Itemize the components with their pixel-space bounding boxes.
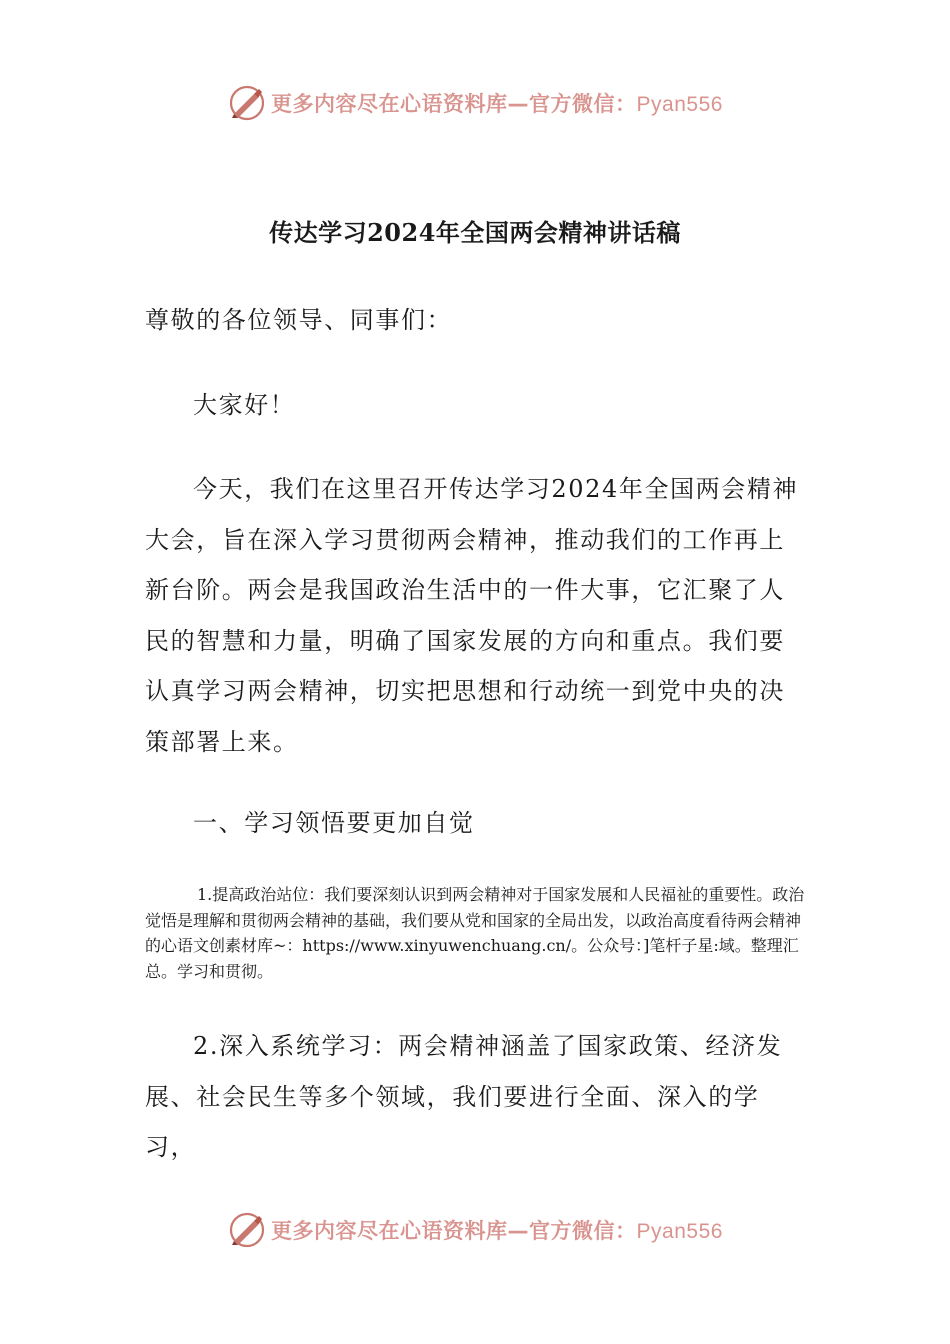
intro-paragraph: 今天，我们在这里召开传达学习2024年全国两会精神大会，旨在深入学习贯彻两会精神，推动我们的工作再上新台阶。两会是我国政治生活中的一件大事，它汇聚了人民的智慧和力量，明确了国家发展的方向和重点。我们要认真学习两会精神，切实把思想和行动统一到党中央的决策部署上来。	[145, 475, 799, 756]
banner-text	[271, 88, 723, 118]
banner-text	[271, 1215, 723, 1245]
greeting: 大家好！	[193, 391, 296, 419]
pen-circle-logo-icon	[227, 83, 267, 123]
banner-wechat-id: Pyan556	[636, 1220, 723, 1243]
section-heading: 一、学习领悟要更加自觉	[193, 809, 475, 837]
banner-wechat-label: —官方微信：	[507, 92, 637, 116]
item-1-paragraph: 1.提高政治站位：我们要深刻认识到两会精神对于国家发展和人民福祉的重要性。政治觉悟是理解和贯彻两会精神的基础，我们要从党和国家的全局出发，以政治高度看待两会精神的心语文创素材库~：https://www.xinyuwenchuang.cn/。公众号：]笔杆子星:域。整理汇总。学习和贯彻。	[145, 885, 805, 981]
item-2-paragraph: 2.深入系统学习：两会精神涵盖了国家政策、经济发展、社会民生等多个领域，我们要进行全面、深入的学习，	[145, 1032, 783, 1161]
footer-banner	[0, 1205, 950, 1255]
banner-wechat-label: —官方微信：	[507, 1219, 637, 1243]
header-banner	[0, 78, 950, 128]
banner-site-name: 更多内容尽在心语资料库	[271, 91, 508, 116]
document-title: 传达学习2024年全国两会精神讲话稿	[269, 218, 681, 247]
pen-circle-logo-icon	[227, 1210, 267, 1250]
banner-site-name: 更多内容尽在心语资料库	[271, 1218, 508, 1243]
banner-wechat-id: Pyan556	[636, 93, 723, 116]
salutation: 尊敬的各位领导、同事们：	[145, 306, 453, 334]
